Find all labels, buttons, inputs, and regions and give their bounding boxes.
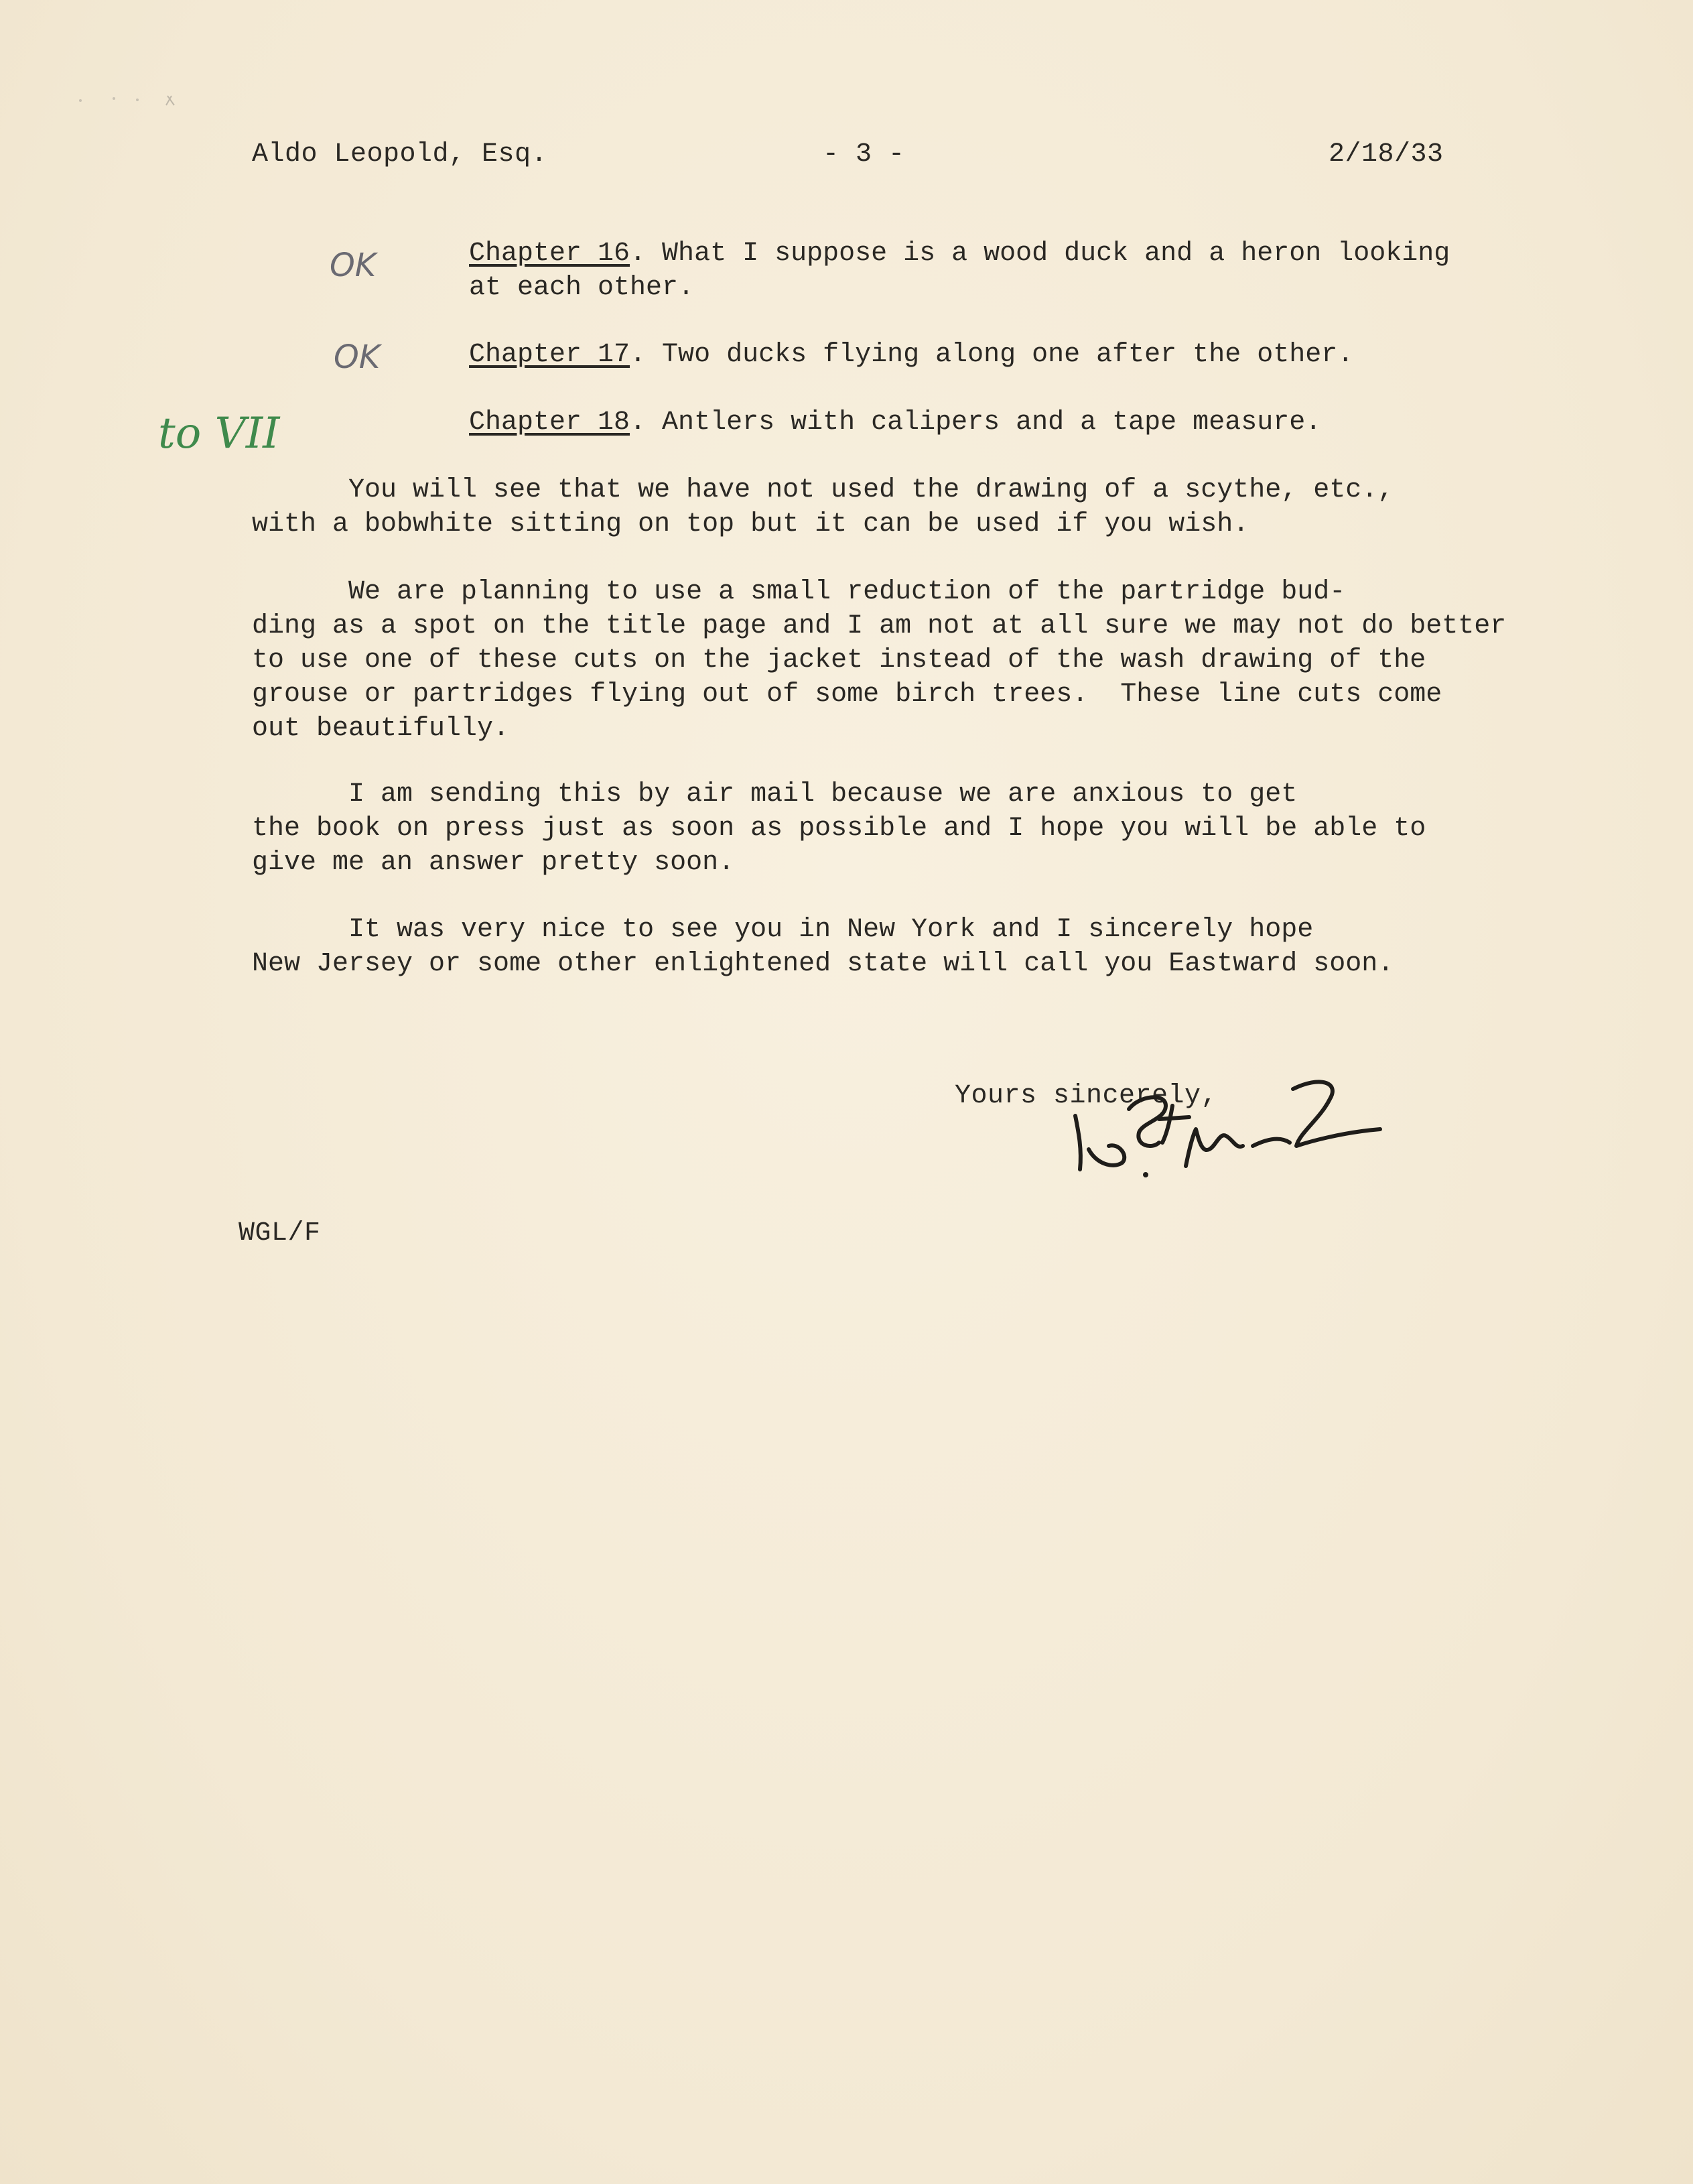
pencil-annotation-ok: OK — [330, 247, 377, 284]
letter-date: 2/18/33 — [1329, 139, 1444, 170]
paragraph — [252, 575, 1578, 746]
pencil-annotation-ok: OK — [334, 338, 381, 376]
paper-smudge — [74, 90, 188, 111]
green-annotation: to VII — [158, 409, 280, 458]
paragraph — [252, 473, 1578, 541]
chapter-item — [469, 338, 1541, 372]
paragraph-line: New Jersey or some other enlightened state will call you Eastward soon. — [252, 949, 1394, 979]
paragraph — [252, 913, 1578, 981]
chapter-label: Chapter 18 — [469, 407, 630, 438]
paragraph-line: You will see that we have not used the drawing of a scythe, etc., — [252, 475, 1394, 505]
handwritten-signature — [1065, 1069, 1400, 1190]
chapter-description: . Antlers with calipers and a tape measure. — [630, 407, 1322, 438]
paragraph-line: to use one of these cuts on the jacket instead of the wash drawing of the — [252, 645, 1426, 676]
paragraph-line: ding as a spot on the title page and I am not at all sure we may not do better — [252, 611, 1507, 641]
paragraph-line: We are planning to use a small reduction of the partridge bud- — [252, 577, 1346, 607]
chapter-description: . What I suppose is a wood duck and a heron looking — [630, 239, 1450, 269]
chapter-description: . Two ducks flying along one after the other. — [630, 340, 1354, 370]
page-number: - 3 - — [823, 139, 905, 170]
chapter-item — [469, 237, 1541, 305]
chapter-label: Chapter 16 — [469, 239, 630, 269]
chapter-label: Chapter 17 — [469, 340, 630, 370]
paragraph-line: give me an answer pretty soon. — [252, 848, 735, 878]
sign-off: Yours sincerely, — [955, 1081, 1218, 1111]
chapter-description-cont: at each other. — [469, 273, 695, 303]
paragraph — [252, 777, 1578, 880]
addressee: Aldo Leopold, Esq. — [252, 139, 548, 170]
paragraph-line: grouse or partridges flying out of some birch trees. These line cuts come — [252, 680, 1442, 710]
typist-initials: WGL/F — [239, 1218, 321, 1248]
paragraph-line: with a bobwhite sitting on top but it can be used if you wish. — [252, 509, 1249, 539]
paragraph-line: out beautifully. — [252, 714, 510, 744]
paragraph-line: It was very nice to see you in New York and I sincerely hope — [252, 915, 1314, 945]
chapter-item — [469, 405, 1541, 440]
paragraph-line: the book on press just as soon as possible and I hope you will be able to — [252, 814, 1426, 844]
paragraph-line: I am sending this by air mail because we are anxious to get — [252, 779, 1298, 810]
